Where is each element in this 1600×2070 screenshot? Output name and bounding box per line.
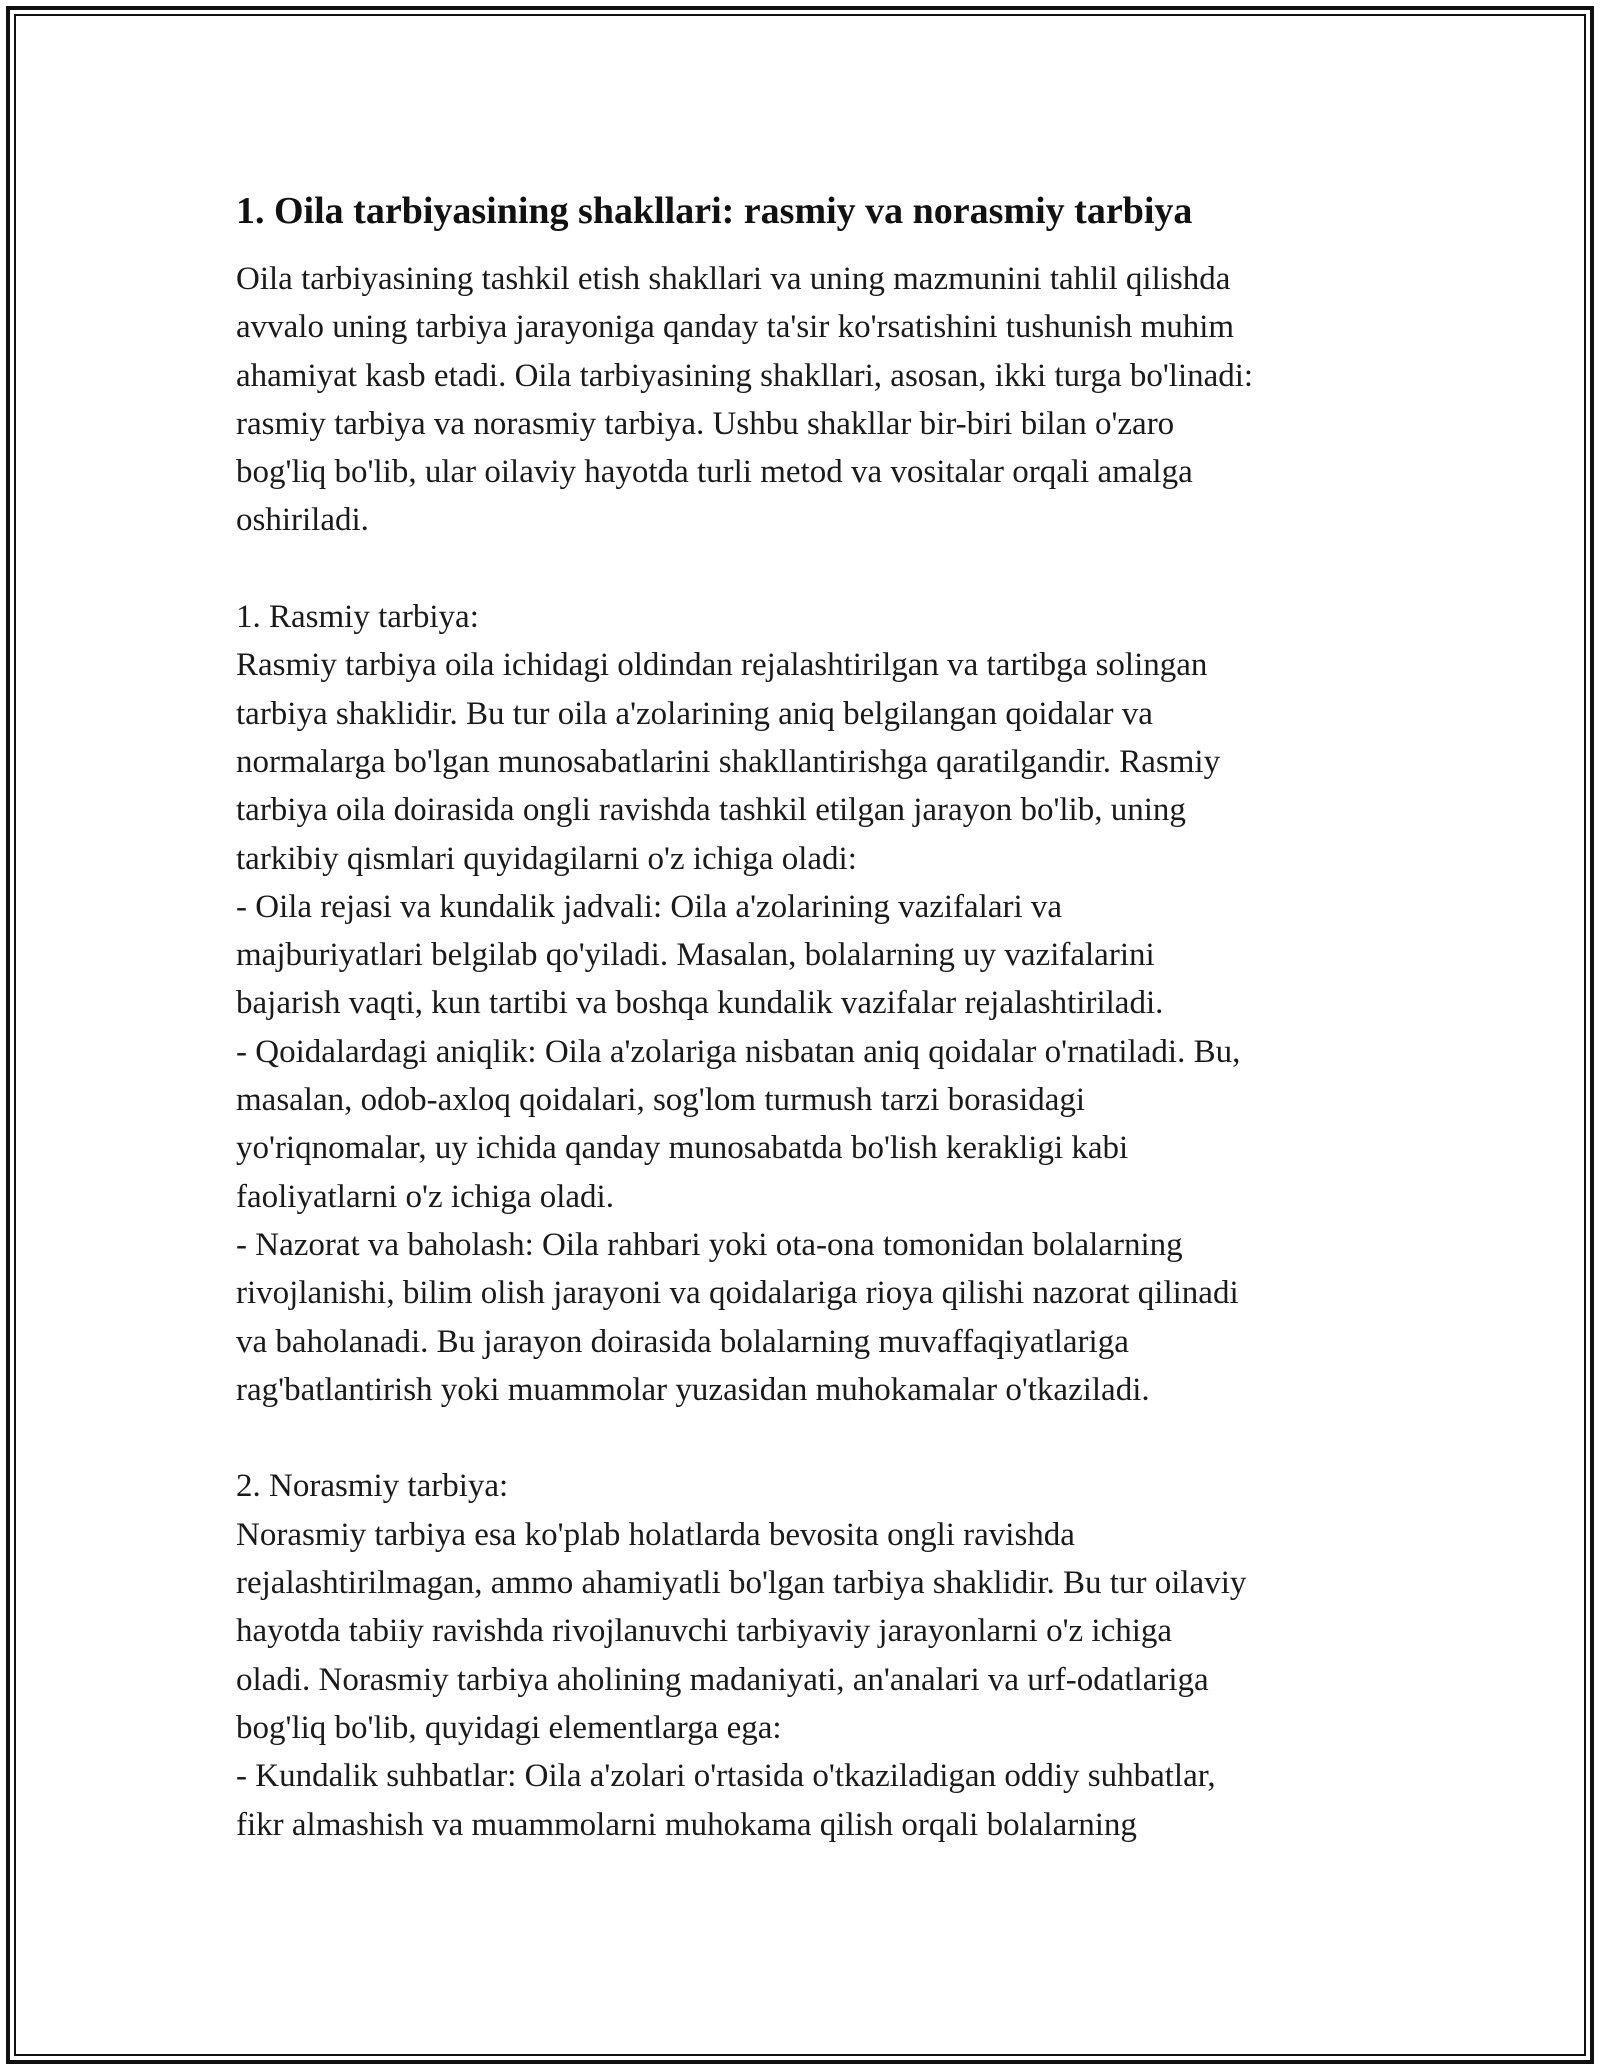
text-line: rag'batlantirish yoki muammolar yuzasidan muhokamalar o'tkaziladi. <box>236 1371 1150 1408</box>
text-line: normalarga bo'lgan munosabatlarini shakllantirishga qaratilgandir. Rasmiy <box>236 743 1221 780</box>
list-item-line: - Qoidalardagi aniqlik: Oila a'zolariga nisbatan aniq qoidalar o'rnatiladi. Bu, <box>236 1033 1241 1070</box>
text-line: oladi. Norasmiy tarbiya aholining madaniyati, an'analari va urf-odatlariga <box>236 1661 1209 1698</box>
text-line: tarbiya shaklidir. Bu tur oila a'zolarining aniq belgilangan qoidalar va <box>236 695 1153 732</box>
text-line: oshiriladi. <box>236 502 369 539</box>
text-line: rejalashtirilmagan, ammo ahamiyatli bo'lgan tarbiya shaklidir. Bu tur oilaviy <box>236 1565 1247 1602</box>
list-item-line: - Nazorat va baholash: Oila rahbari yoki ota-ona tomonidan bolalarning <box>236 1226 1183 1263</box>
text-line: avvalo uning tarbiya jarayoniga qanday ta'sir ko'rsatishini tushunish muhim <box>236 309 1235 346</box>
section-norasmiy <box>236 1462 1386 1848</box>
section-rasmiy <box>236 593 1386 1462</box>
intro-paragraph <box>236 255 1386 593</box>
text-line: tarkibiy qismlari quyidagilarni o'z ichiga oladi: <box>236 840 857 877</box>
text-line: ahamiyat kasb etadi. Oila tarbiyasining shakllari, asosan, ikki turga bo'linadi: <box>236 357 1254 394</box>
paragraph-spacer <box>236 1414 1386 1462</box>
text-line: yo'riqnomalar, uy ichida qanday munosabatda bo'lish kerakligi kabi <box>236 1130 1129 1167</box>
text-line: va baholanadi. Bu jarayon doirasida bolalarning muvaffaqiyatlariga <box>236 1323 1129 1360</box>
list-item-line: - Kundalik suhbatlar: Oila a'zolari o'rtasida o'tkaziladigan oddiy suhbatlar, <box>236 1758 1216 1795</box>
text-line: Oila tarbiyasining tashkil etish shakllari va uning mazmunini tahlil qilishda <box>236 261 1231 297</box>
text-line: tarbiya oila doirasida ongli ravishda tashkil etilgan jarayon bo'lib, uning <box>236 792 1186 829</box>
text-line: fikr almashish va muammolarni muhokama qilish orqali bolalarning <box>236 1806 1137 1843</box>
text-line: rivojlanishi, bilim olish jarayoni va qoidalariga rioya qilishi nazorat qilinadi <box>236 1275 1239 1312</box>
section-title: 1. Rasmiy tarbiya: <box>236 599 479 636</box>
text-line: masalan, odob-axloq qoidalari, sog'lom turmush tarzi borasidagi <box>236 1082 1086 1119</box>
text-line: faoliyatlarni o'z ichiga oladi. <box>236 1178 614 1215</box>
text-line: majburiyatlari belgilab qo'yiladi. Masalan, bolalarning uy vazifalarini <box>236 937 1155 974</box>
list-item-line: - Oila rejasi va kundalik jadvali: Oila a'zolarining vazifalari va <box>236 888 1063 925</box>
document-heading: 1. Oila tarbiyasining shakllari: rasmiy va norasmiy tarbiya <box>236 190 1193 232</box>
section-title: 2. Norasmiy tarbiya: <box>236 1468 509 1505</box>
text-line: hayotda tabiiy ravishda rivojlanuvchi tarbiyaviy jarayonlarni o'z ichiga <box>236 1613 1173 1650</box>
text-line: rasmiy tarbiya va norasmiy tarbiya. Ushbu shakllar bir-biri bilan o'zaro <box>236 405 1175 442</box>
text-line: bog'liq bo'lib, quyidagi elementlarga ega: <box>236 1709 782 1746</box>
text-line: Norasmiy tarbiya esa ko'plab holatlarda bevosita ongli ravishda <box>236 1516 1075 1553</box>
document-body <box>236 186 1386 1849</box>
text-line: Rasmiy tarbiya oila ichidagi oldindan rejalashtirilgan va tartibga solingan <box>236 647 1208 684</box>
text-line: bajarish vaqti, kun tartibi va boshqa kundalik vazifalar rejalashtiriladi. <box>236 985 1164 1022</box>
paragraph-spacer <box>236 545 1386 593</box>
text-line: bog'liq bo'lib, ular oilaviy hayotda turli metod va vositalar orqali amalga <box>236 454 1193 491</box>
